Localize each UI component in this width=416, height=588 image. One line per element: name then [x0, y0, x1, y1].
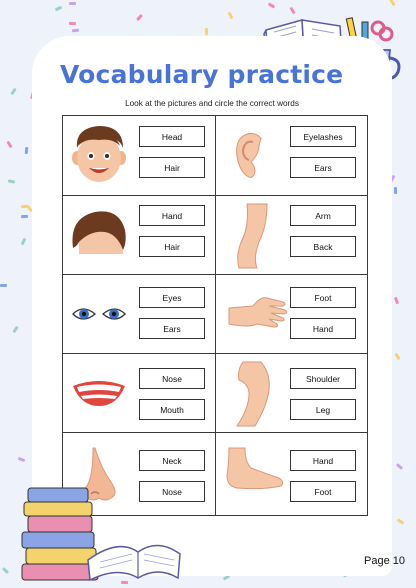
word-option[interactable]: Hand — [290, 318, 356, 339]
grid-divider — [63, 195, 367, 196]
foot-icon — [223, 446, 285, 492]
confetti-piece — [8, 180, 15, 184]
word-option[interactable]: Hair — [139, 157, 205, 178]
confetti-piece — [20, 238, 26, 246]
confetti-piece — [10, 88, 16, 95]
confetti-piece — [6, 141, 12, 149]
book-stack-icon — [18, 482, 188, 582]
hand-icon — [227, 292, 289, 334]
arm-icon — [233, 202, 273, 270]
word-option[interactable]: Foot — [290, 481, 356, 502]
confetti-piece — [396, 463, 403, 470]
word-option[interactable]: Mouth — [139, 399, 205, 420]
confetti-piece — [55, 6, 63, 12]
confetti-piece — [17, 457, 25, 462]
word-option[interactable]: Head — [139, 126, 205, 147]
confetti-piece — [394, 297, 399, 305]
confetti-piece — [228, 12, 234, 20]
page-number: Page 10 — [364, 555, 405, 567]
confetti-piece — [268, 3, 276, 9]
confetti-piece — [395, 352, 401, 360]
word-option[interactable]: Leg — [290, 399, 356, 420]
grid-divider — [63, 432, 367, 433]
mouth-icon — [71, 376, 127, 406]
confetti-piece — [21, 215, 28, 218]
word-option[interactable]: Hair — [139, 236, 205, 257]
confetti-piece — [0, 284, 7, 287]
word-option[interactable]: Hand — [139, 205, 205, 226]
confetti-piece — [69, 22, 76, 25]
confetti-piece — [69, 2, 76, 5]
grid-divider-vertical — [215, 116, 216, 515]
face-icon — [69, 122, 129, 184]
word-option[interactable]: Arm — [290, 205, 356, 226]
confetti-piece — [390, 0, 396, 6]
hair-icon — [69, 208, 129, 256]
confetti-piece — [72, 29, 79, 33]
confetti-piece — [394, 187, 397, 194]
word-option[interactable]: Shoulder — [290, 368, 356, 389]
word-option[interactable]: Back — [290, 236, 356, 257]
confetti-piece — [1, 567, 8, 574]
word-option[interactable]: Eyes — [139, 287, 205, 308]
shoulder-icon — [231, 360, 275, 428]
confetti-piece — [21, 204, 28, 208]
ear-icon — [233, 130, 269, 180]
page-title: Vocabulary practice — [60, 60, 344, 89]
confetti-piece — [12, 326, 18, 333]
confetti-piece — [136, 14, 143, 21]
word-option[interactable]: Ears — [139, 318, 205, 339]
confetti-piece — [204, 28, 207, 35]
confetti-piece — [25, 147, 29, 154]
confetti-piece — [397, 518, 405, 524]
eyes-icon — [71, 302, 127, 326]
grid-divider — [63, 274, 367, 275]
word-option[interactable]: Nose — [139, 481, 205, 502]
instructions-text: Look at the pictures and circle the correct words — [125, 99, 299, 108]
word-option[interactable]: Foot — [290, 287, 356, 308]
grid-divider — [63, 353, 367, 354]
word-option[interactable]: Ears — [290, 157, 356, 178]
word-option[interactable]: Nose — [139, 368, 205, 389]
vocabulary-grid — [62, 115, 368, 516]
word-option[interactable]: Hand — [290, 450, 356, 471]
word-option[interactable]: Neck — [139, 450, 205, 471]
word-option[interactable]: Eyelashes — [290, 126, 356, 147]
